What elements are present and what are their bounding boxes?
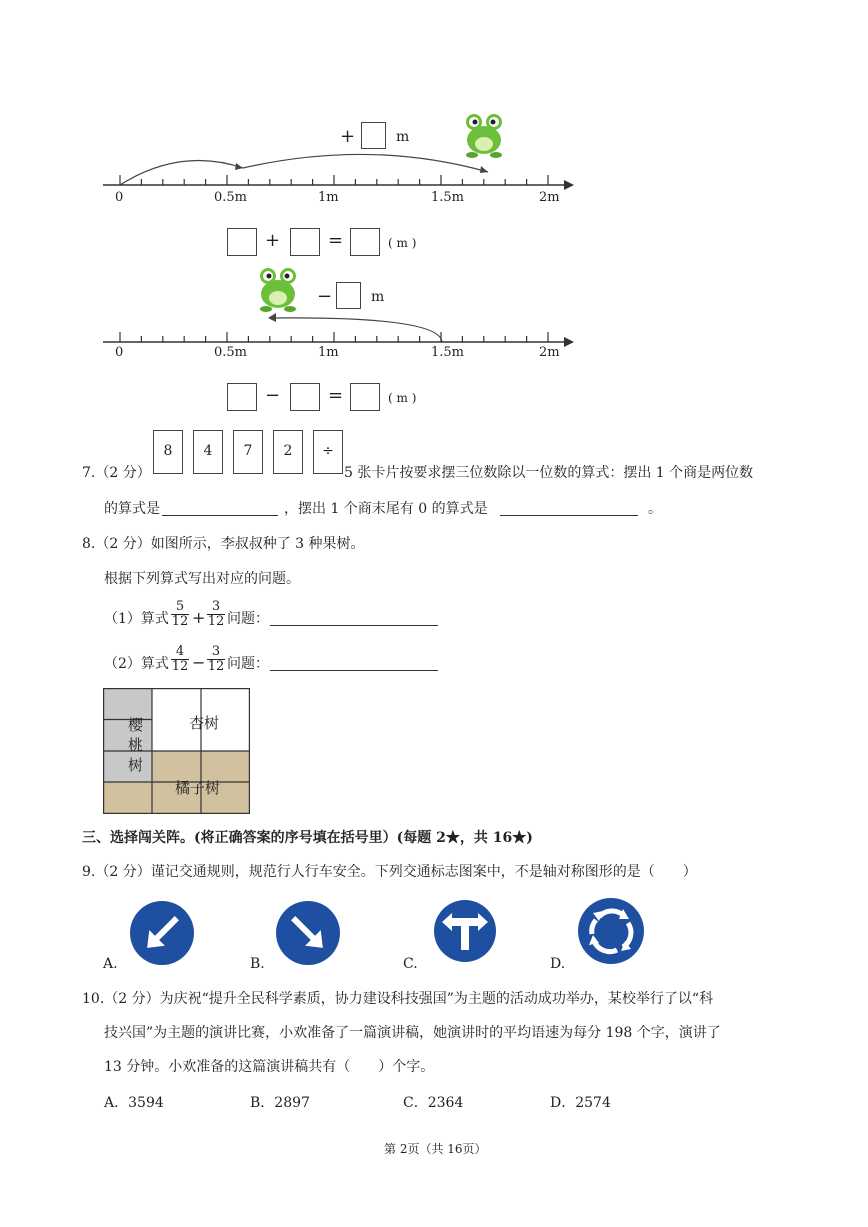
number-line-2 bbox=[0, 262, 868, 372]
number-line-axis bbox=[100, 145, 580, 195]
cherry-label-2: 桃 bbox=[128, 736, 144, 754]
equation-box-3[interactable] bbox=[350, 383, 380, 411]
equation-unit: ( m ) bbox=[388, 236, 417, 250]
number-card: 8 bbox=[153, 430, 183, 474]
sign-turn-left-right-icon[interactable] bbox=[430, 896, 500, 966]
fraction-numerator: 5 bbox=[171, 600, 189, 615]
plus-sign: + bbox=[340, 126, 356, 147]
q7-number: 7.（2 分） bbox=[82, 465, 151, 481]
q9-text: 9.（2 分）谨记交通规则，规范行人行车安全。下列交通标志图案中，不是轴对称图形的是（ ） bbox=[82, 864, 697, 880]
tick-label-0: 0 bbox=[115, 190, 124, 205]
q10-line1: 10.（2 分）为庆祝“提升全民科学素质，协力建设科技强国”为主题的活动成功举办，某校举行了以“科 bbox=[82, 991, 714, 1007]
fraction-numerator: 3 bbox=[207, 600, 225, 615]
option-label: A． bbox=[104, 1095, 129, 1111]
option-label: A. bbox=[103, 956, 118, 972]
answer-blank[interactable] bbox=[270, 670, 438, 671]
option-value: 2364 bbox=[427, 1095, 464, 1111]
answer-blank[interactable] bbox=[270, 625, 438, 626]
q8-sub2-suffix: 问题： bbox=[227, 656, 269, 672]
tick-label-0.5m: 0.5m bbox=[214, 190, 248, 205]
q8-sub1-suffix: 问题： bbox=[227, 611, 269, 627]
fraction-numerator: 4 bbox=[171, 645, 189, 660]
answer-blank[interactable] bbox=[162, 515, 278, 516]
fraction-denominator: 12 bbox=[207, 614, 225, 629]
tick-label-1.5m: 1.5m bbox=[431, 190, 465, 205]
fraction-numerator: 3 bbox=[207, 645, 225, 660]
fraction bbox=[207, 645, 225, 674]
fraction bbox=[207, 600, 225, 629]
tick-label-1m: 1m bbox=[318, 345, 339, 360]
q10-option-c[interactable] bbox=[403, 1092, 463, 1112]
q10-option-b[interactable] bbox=[250, 1092, 310, 1112]
q7-text-line1: 5 张卡片按要求摆三位数除以一位数的算式：摆出 1 个商是两位数 bbox=[344, 465, 754, 481]
sign-arrow-down-right-icon[interactable] bbox=[129, 900, 195, 966]
q10-option-a[interactable] bbox=[104, 1092, 164, 1112]
option-label: D． bbox=[550, 1095, 576, 1111]
unit-label: m bbox=[371, 289, 385, 305]
option-label: C． bbox=[403, 1095, 428, 1111]
minus-sign: − bbox=[317, 286, 333, 307]
q7-text-line2a: 的算式是 bbox=[104, 501, 160, 517]
equation-equals: = bbox=[328, 230, 344, 251]
cherry-label-3: 树 bbox=[128, 756, 144, 774]
q8-title: 8.（2 分）如图所示，李叔叔种了 3 种果树。 bbox=[82, 536, 365, 552]
equation-minus: − bbox=[265, 385, 281, 406]
operator: − bbox=[192, 653, 206, 672]
number-line-axis bbox=[100, 302, 580, 352]
option-label: B． bbox=[250, 1095, 275, 1111]
q7-text-line2c: 。 bbox=[648, 501, 662, 517]
answer-blank[interactable] bbox=[500, 515, 638, 516]
option-value: 2897 bbox=[274, 1095, 310, 1111]
number-card: 4 bbox=[193, 430, 223, 474]
orange-label: 橘子树 bbox=[175, 779, 221, 797]
sign-arrow-down-left-icon[interactable] bbox=[275, 900, 341, 966]
option-value: 3594 bbox=[128, 1095, 164, 1111]
equation-box-1[interactable] bbox=[227, 383, 257, 411]
section-title: 三、选择闯关阵。(将正确答案的序号填在括号里）(每题 2★，共 16★) bbox=[82, 830, 533, 846]
tick-label-2m: 2m bbox=[539, 190, 560, 205]
fraction bbox=[171, 600, 189, 629]
equation-equals: = bbox=[328, 385, 344, 406]
fraction-denominator: 12 bbox=[171, 614, 189, 629]
fraction-denominator: 12 bbox=[171, 659, 189, 674]
equation-plus: + bbox=[265, 230, 281, 251]
cherry-label-1: 樱 bbox=[128, 716, 144, 734]
option-value: 2574 bbox=[575, 1095, 611, 1111]
equation-box-3[interactable] bbox=[350, 228, 380, 256]
q7-text-line2b: ，摆出 1 个商末尾有 0 的算式是 bbox=[284, 501, 488, 517]
q8-instruction: 根据下列算式写出对应的问题。 bbox=[104, 571, 300, 587]
option-label: D. bbox=[550, 956, 566, 972]
q8-sub1-prefix: （1）算式 bbox=[104, 611, 169, 627]
equation-box-2[interactable] bbox=[290, 383, 320, 411]
fraction-denominator: 12 bbox=[207, 659, 225, 674]
tick-label-2m: 2m bbox=[539, 345, 560, 360]
page-footer: 第 2页（共 16页） bbox=[384, 1142, 487, 1156]
equation-box-1[interactable] bbox=[227, 228, 257, 256]
number-line-1 bbox=[0, 100, 868, 220]
tick-label-1m: 1m bbox=[318, 190, 339, 205]
q10-line2: 技兴国”为主题的演讲比赛，小欢准备了一篇演讲稿，她演讲时的平均语速为每分 198 个字，演讲了 bbox=[104, 1025, 721, 1041]
q8-sub2-prefix: （2）算式 bbox=[104, 656, 169, 672]
option-label: C. bbox=[403, 956, 418, 972]
tick-label-0.5m: 0.5m bbox=[214, 345, 248, 360]
q10-option-d[interactable] bbox=[550, 1092, 611, 1112]
apricot-label: 杏树 bbox=[189, 714, 220, 732]
tick-label-1.5m: 1.5m bbox=[431, 345, 465, 360]
option-label: B. bbox=[250, 956, 265, 972]
sign-roundabout-icon[interactable] bbox=[577, 897, 645, 965]
tick-label-0: 0 bbox=[115, 345, 124, 360]
unit-label: m bbox=[396, 129, 410, 145]
equation-box-2[interactable] bbox=[290, 228, 320, 256]
fruit-tree-grid bbox=[103, 688, 250, 814]
number-card: 7 bbox=[233, 430, 263, 474]
equation-unit: ( m ) bbox=[388, 391, 417, 405]
fraction bbox=[171, 645, 189, 674]
operator-card: ÷ bbox=[313, 430, 343, 474]
number-card: 2 bbox=[273, 430, 303, 474]
operator: + bbox=[192, 608, 206, 627]
q10-line3: 13 分钟。小欢准备的这篇演讲稿共有（ ）个字。 bbox=[104, 1059, 435, 1075]
